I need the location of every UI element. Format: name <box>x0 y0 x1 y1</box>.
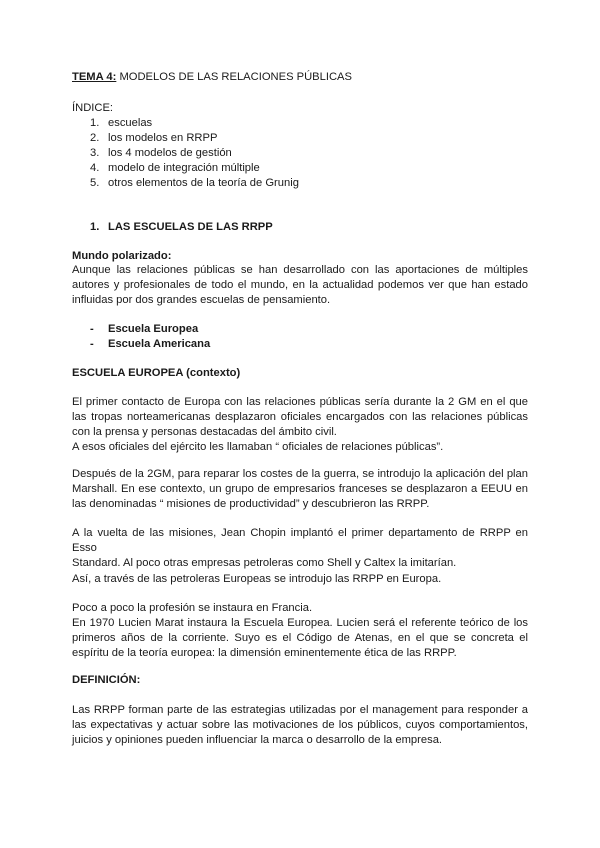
paragraph-line: autores y profesionales de todo el mundo, en la actualidad podemos ver que han estado <box>72 279 528 291</box>
index-item-number: 5. <box>90 177 100 189</box>
paragraph <box>72 395 528 455</box>
paragraph-line: Poco a poco la profesión se instaura en Francia. <box>72 602 313 614</box>
section-number: 1. <box>90 221 100 233</box>
paragraph: Así, a través de las petroleras Europeas se introdujo las RRPP en Europa. <box>72 573 442 585</box>
index-item-number: 4. <box>90 162 100 174</box>
section-heading <box>90 220 273 235</box>
index-item <box>90 176 299 191</box>
mundo-paragraph <box>72 263 528 308</box>
paragraph-line: Después de la 2GM, para reparar los costes de la guerra, se introdujo la aplicación del plan <box>72 468 528 480</box>
school-item <box>90 322 198 337</box>
paragraph-line: con la prensa y personas destacadas del ámbito civil. <box>72 426 337 438</box>
index-item-text: otros elementos de la teoría de Grunig <box>108 177 299 189</box>
paragraph <box>72 526 528 571</box>
paragraph-line: las expectativas y actuar sobre las motivaciones de los públicos, cuyos comportamientos, <box>72 719 528 731</box>
paragraph-line: primeros años de la corriente. Suyo es el Código de Atenas, en el que se concreta el <box>72 632 528 644</box>
paragraph-line: influidas por dos grandes escuelas de pensamiento. <box>72 294 331 306</box>
index-label: ÍNDICE: <box>72 102 114 114</box>
paragraph-line: las denominadas “ misiones de productividad” y descubrieron las RRPP. <box>72 498 430 510</box>
document-title <box>72 70 528 85</box>
title-text: MODELOS DE LAS RELACIONES PÚBLICAS <box>116 71 352 83</box>
definicion-paragraph <box>72 703 528 748</box>
paragraph-line: Marshall. En ese contexto, un grupo de empresarios franceses se desplazaron a EEUU en <box>72 483 528 495</box>
definicion-heading: DEFINICIÓN: <box>72 674 141 686</box>
paragraph-line: A esos oficiales del ejército les llamaban “ oficiales de relaciones públicas”. <box>72 441 444 453</box>
paragraph-line: juicios y opiniones pueden influenciar la marca o desarrollo de la empresa. <box>72 734 443 746</box>
paragraph-line: Aunque las relaciones públicas se han desarrollado con las aportaciones de múltiples <box>72 264 528 276</box>
index-item-number: 3. <box>90 147 100 159</box>
title-label: TEMA 4: <box>72 71 117 83</box>
paragraph <box>72 467 528 512</box>
index-item <box>90 146 232 161</box>
index-item-number: 2. <box>90 132 100 144</box>
paragraph-line: El primer contacto de Europa con las relaciones públicas sería durante la 2 GM en el que <box>72 396 528 408</box>
section-title: LAS ESCUELAS DE LAS RRPP <box>108 221 273 233</box>
bullet: - <box>90 338 94 350</box>
index-item-text: los 4 modelos de gestión <box>108 147 232 159</box>
school-name: Escuela Americana <box>108 338 211 350</box>
mundo-heading: Mundo polarizado: <box>72 250 172 262</box>
school-item <box>90 337 210 352</box>
paragraph-line: Las RRPP forman parte de las estrategias utilizadas por el management para responder a <box>72 704 528 716</box>
school-name: Escuela Europea <box>108 323 199 335</box>
paragraph-line: las tropas norteamericanas desplazaron oficiales encargados con las relaciones públicas <box>72 411 528 423</box>
paragraph-line: En 1970 Lucien Marat instaura la Escuela Europea. Lucien será el referente teórico de los <box>72 617 528 629</box>
index-item <box>90 131 217 146</box>
paragraph <box>72 601 528 661</box>
escuela-europea-heading: ESCUELA EUROPEA (contexto) <box>72 367 241 379</box>
index-item-text: los modelos en RRPP <box>108 132 218 144</box>
bullet: - <box>90 323 94 335</box>
index-item-text: escuelas <box>108 117 153 129</box>
paragraph-line: A la vuelta de las misiones, Jean Chopin implantó el primer departamento de RRPP en Esso <box>72 527 528 554</box>
paragraph-line: Standard. Al poco otras empresas petroleras como Shell y Caltex la imitarían. <box>72 557 457 569</box>
index-item-text: modelo de integración múltiple <box>108 162 260 174</box>
paragraph-line: espíritu de la teoría europea: la dimensión eminentemente ética de las RRPP. <box>72 647 457 659</box>
index-item-number: 1. <box>90 117 100 129</box>
index-item <box>90 116 152 131</box>
index-item <box>90 161 260 176</box>
